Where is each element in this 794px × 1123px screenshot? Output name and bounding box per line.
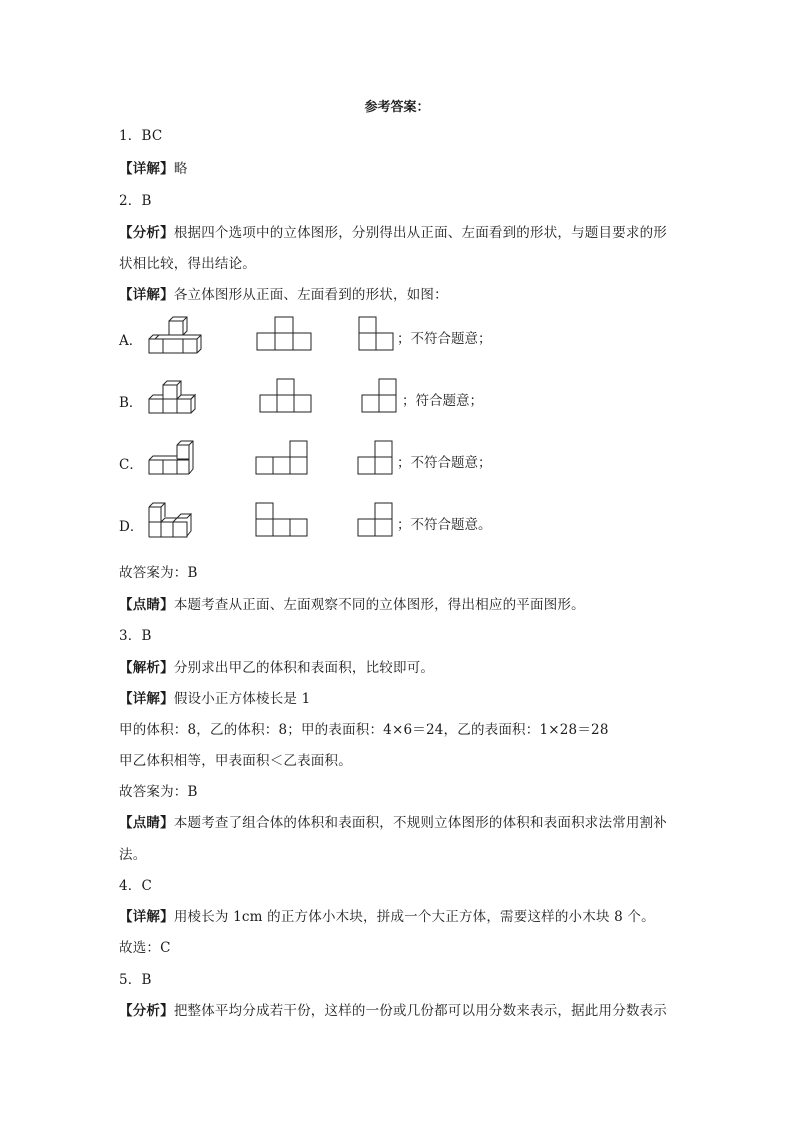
option-c-result: ；不符合题意；: [397, 455, 492, 471]
option-d-label: D．: [119, 519, 144, 535]
analysis-label: 【分析】: [119, 1003, 174, 1019]
q2-comment: [119, 593, 585, 613]
option-a-front-view: [257, 317, 317, 355]
q3-number: 3．B: [119, 628, 152, 644]
q2-analysis-line1: [119, 221, 667, 241]
detail-label: 【详解】: [119, 691, 174, 707]
option-a-left-view: [359, 317, 399, 355]
detail-label: 【详解】: [119, 287, 174, 303]
option-d-solid-figure: [147, 503, 203, 543]
option-b-result: ；符合题意；: [402, 393, 483, 409]
page-title: 参考答案：: [364, 100, 430, 115]
q1-detail: [119, 157, 188, 177]
comment-text: 本题考查从正面、左面观察不同的立体图形，得出相应的平面图形。: [173, 597, 585, 613]
option-d-result: ；不符合题意。: [397, 517, 492, 533]
q3-comment-line1: [119, 811, 667, 831]
option-b-solid-figure: [147, 379, 207, 419]
detail-label: 【详解】: [119, 161, 174, 177]
option-c-label: C．: [119, 457, 143, 473]
q2-detail: [119, 283, 448, 303]
detail-text: 假设小正方体棱长是 1: [173, 691, 311, 707]
q2-answer: 故答案为：B: [119, 565, 198, 581]
analysis-text: 分别求出甲乙的体积和表面积，比较即可。: [173, 660, 435, 676]
option-a-label: A．: [119, 333, 143, 349]
q2-analysis-line2: 状相比较，得出结论。: [119, 256, 256, 272]
q3-analysis: [119, 656, 434, 676]
q3-conclusion: 甲乙体积相等，甲表面积＜乙表面积。: [119, 753, 352, 769]
q2-number: 2．B: [119, 193, 152, 209]
comment-label: 【点睛】: [119, 597, 174, 613]
comment-label: 【点睛】: [119, 815, 174, 831]
q4-detail: [119, 905, 655, 925]
detail-label: 【详解】: [119, 909, 174, 925]
option-c-left-view: [358, 441, 398, 479]
option-a-solid-figure: [147, 317, 207, 357]
detail-text: 各立体图形从正面、左面看到的形状，如图：: [173, 287, 448, 303]
q5-analysis: [119, 999, 667, 1019]
comment-text: 本题考查了组合体的体积和表面积，不规则立体图形的体积和表面积求法常用割补: [173, 815, 668, 831]
q3-calculation: 甲的体积：8，乙的体积：8；甲的表面积：4×6＝24，乙的表面积：1×28＝28: [119, 722, 609, 738]
option-b-left-view: [362, 379, 402, 417]
q5-number: 5．B: [119, 972, 152, 988]
analysis-label: 【解析】: [119, 660, 174, 676]
q4-answer: 故选：C: [119, 940, 171, 956]
detail-text: 略: [173, 161, 188, 177]
q3-answer: 故答案为：B: [119, 784, 198, 800]
detail-text: 用棱长为 1cm 的正方体小木块，拼成一个大正方体，需要这样的小木块 8 个。: [173, 909, 655, 925]
option-c-front-view: [256, 441, 312, 479]
option-c-solid-figure: [147, 441, 197, 481]
q4-number: 4．C: [119, 878, 153, 894]
q1-number: 1．BC: [119, 128, 163, 144]
option-d-front-view: [256, 503, 312, 541]
option-b-label: B．: [119, 395, 143, 411]
q3-detail: [119, 687, 310, 707]
analysis-label: 【分析】: [119, 225, 174, 241]
q3-comment-line2: 法。: [119, 847, 147, 863]
analysis-text: 把整体平均分成若干份，这样的一份或几份都可以用分数来表示，据此用分数表示: [173, 1003, 668, 1019]
option-b-front-view: [260, 379, 316, 417]
option-a-result: ；不符合题意；: [397, 331, 492, 347]
analysis-text: 根据四个选项中的立体图形，分别得出从正面、左面看到的形状，与题目要求的形: [173, 225, 668, 241]
option-d-left-view: [358, 503, 398, 541]
